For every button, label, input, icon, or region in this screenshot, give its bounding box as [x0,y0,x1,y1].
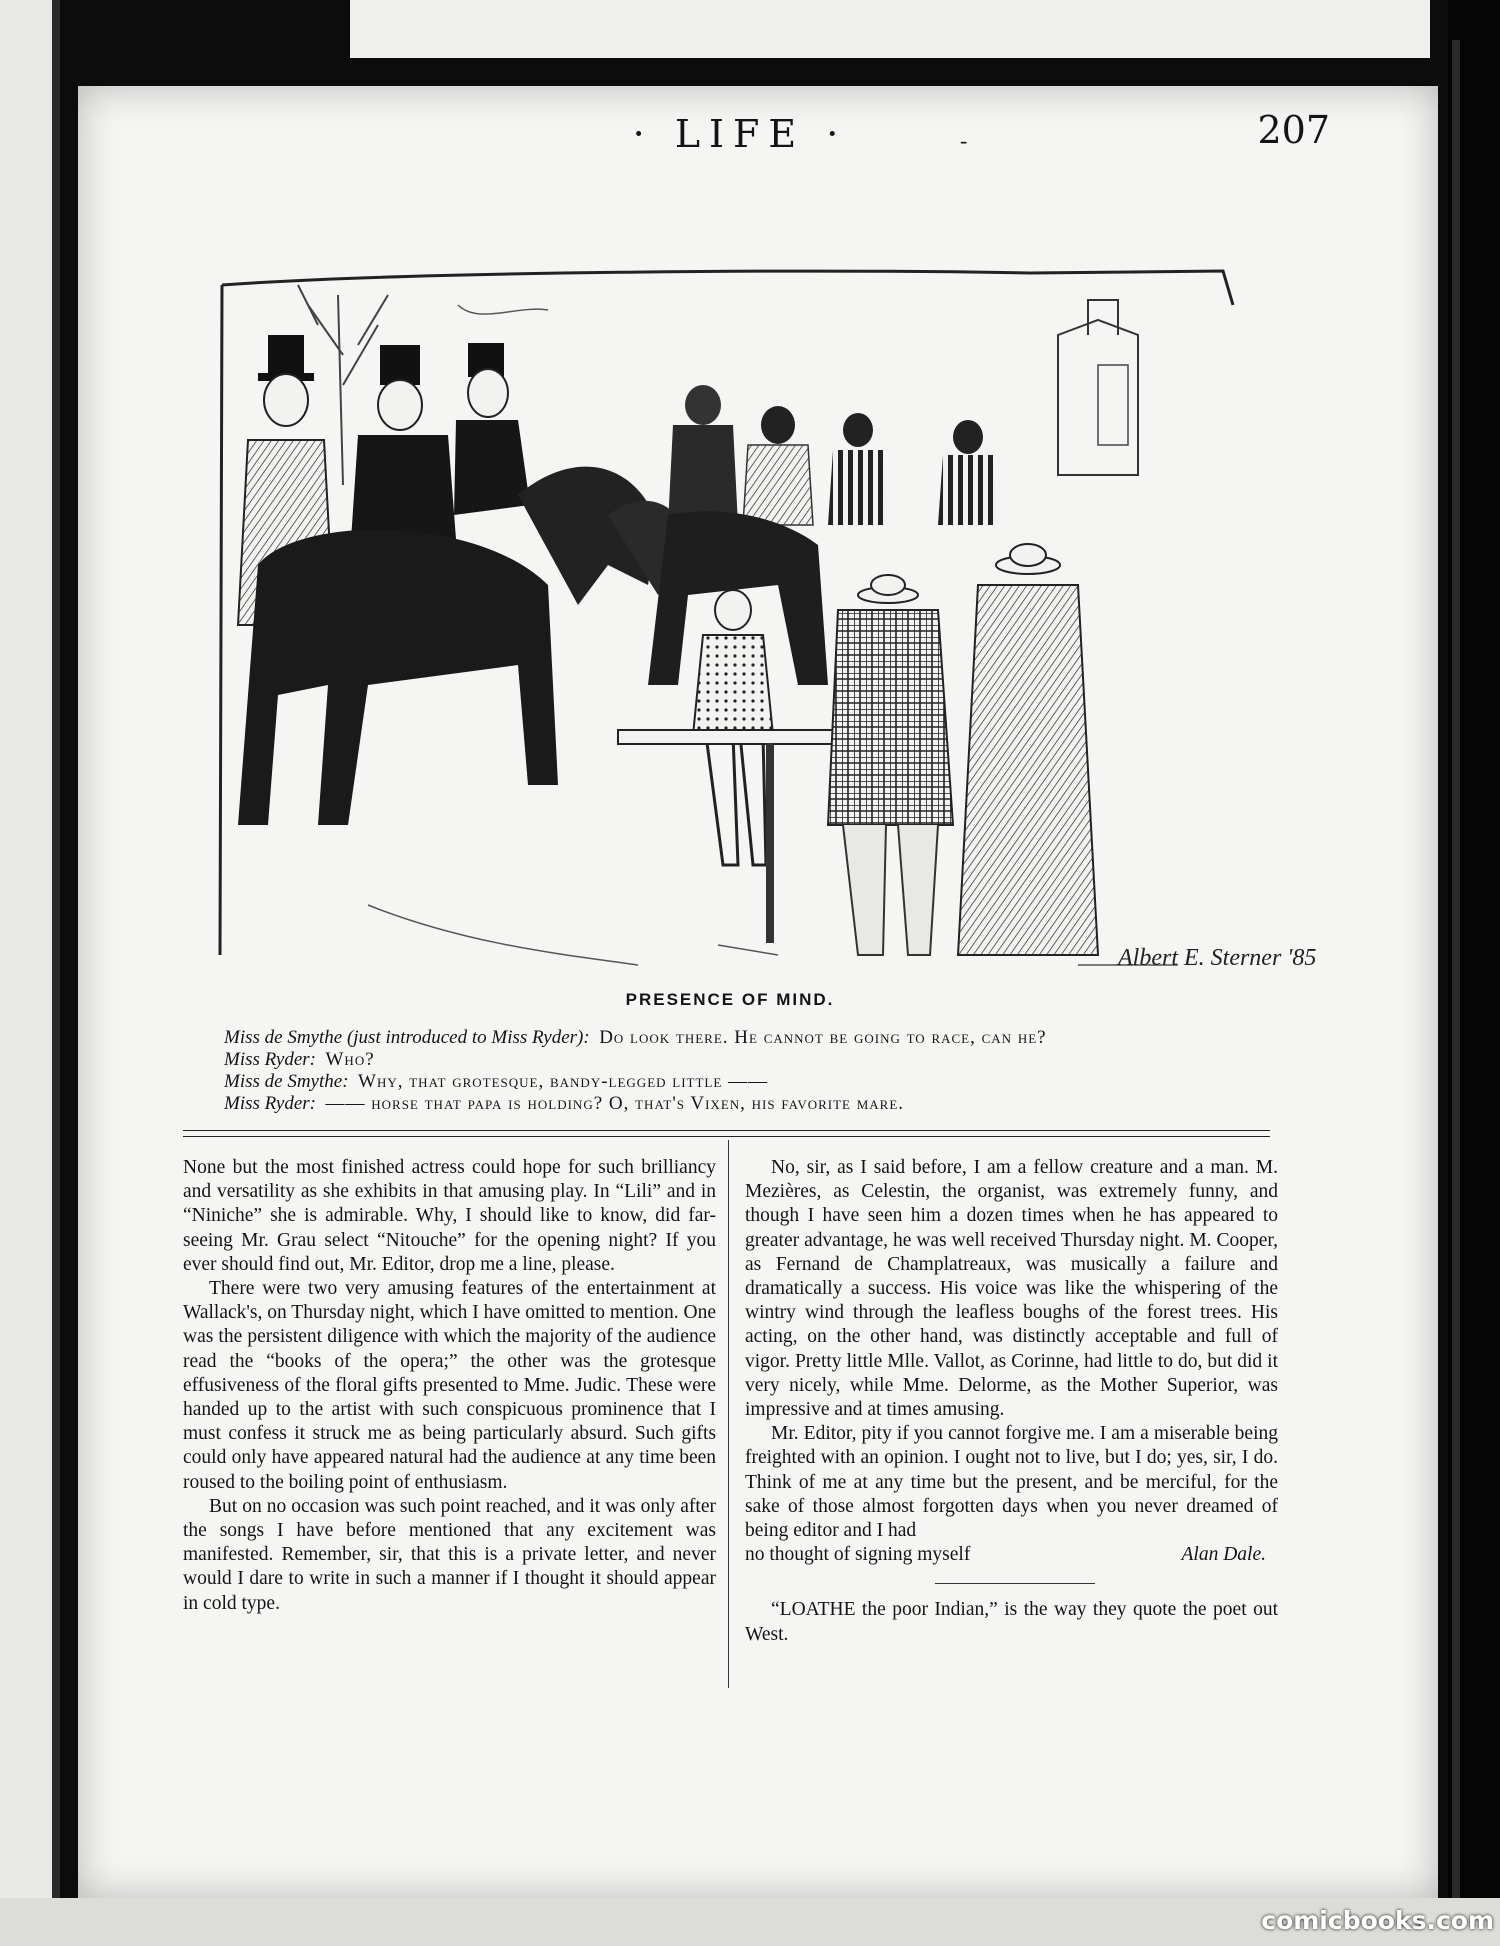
dialogue-speaker: Miss de Smythe (just introduced to Miss Ryder): [224,1027,590,1048]
dialogue-speaker: Miss Ryder: [224,1093,316,1114]
closing-line: no thought of signing myself [745,1544,971,1566]
section-rule [183,1136,1270,1137]
dialogue-speaker: Miss de Smythe: [224,1071,349,1092]
dialogue-speaker: Miss Ryder: [224,1049,316,1070]
dialogue-speech: —— horse that papa is holding? O, that's Vixen, his favorite mare. [325,1093,905,1114]
caption-title: PRESENCE OF MIND. [625,990,835,1009]
left-column [183,1156,716,1616]
caption-dialogue [224,1027,1284,1115]
page-number: 207 [1257,108,1330,152]
dialogue-line [224,1049,1284,1071]
dialogue-line [224,1071,1284,1093]
right-column [745,1156,1278,1647]
masthead-title: · LIFE · [632,112,848,156]
dialogue-speech: Do look there. He cannot be going to race, can he? [599,1027,1047,1048]
article-paragraph: But on no occasion was such point reached, and it was only after the songs I have before mentioned that any excitement was manifested. Remember, sir, that this is a private letter, and never would I dare to write in such a manner if I thought it should appear in cold type. [183,1495,716,1614]
site-watermark: comicbooks.com [1261,1906,1494,1935]
article-paragraph: Mr. Editor, pity if you cannot forgive me. I am a miserable being freighted with an opinion. I ought not to live, but I do; yes, sir, I do. Think of me at any time but the present, and be merciful, for the sake of those almost forgotten days when you never dreamed of being editor and I had [745,1423,1278,1542]
squib-paragraph: “LOATHE the poor Indian,” is the way they quote the poet out West. [745,1599,1278,1645]
signature-row [745,1543,1278,1567]
short-rule [935,1583,1095,1584]
article-paragraph: There were two very amusing features of the entertainment at Wallack's, on Thursday night, which I have omitted to mention. One was the persistent diligence with which the majority of the audience read the “books of the opera;” the other was the grotesque effusiveness of the floral gifts presented to Mme. Judic. These were handed up to the artist with such conspicuous prominence that I must confess it struck me as being particularly absurd. Such gifts could only have appeared natural had the audience at any time been roused to the boiling point of enthusiasm. [183,1278,716,1493]
author-signature: Alan Dale. [1181,1544,1266,1566]
dialogue-speech: Who? [325,1049,375,1070]
right-scan-edge [1448,0,1500,1946]
article-paragraph: No, sir, as I said before, I am a fellow creature and a man. M. Mezières, as Celestin, the organist, was extremely funny, and though I have seen him a dozen times when he has appeared to greater advantage, he was well received Thursday night. M. Cooper, as Fernand de Champlatreaux, was musically a failure and dramatically a success. His voice was like the whispering of the wintry wind through the leafless boughs of the forest trees. His acting, on the other hand, was distinctly acceptable and full of vigor. Pretty little Mlle. Vallot, as Corinne, had little to do, but did it very nicely, while Mme. Delorme, as the Mother Superior, was impressive and at times amusing. [745,1157,1278,1421]
overlapping-sheet-edge [350,0,1430,58]
section-rule [183,1130,1270,1131]
dialogue-speech: Why, that grotesque, bandy-legged little —— [358,1071,769,1092]
dialogue-line [224,1027,1284,1049]
dialogue-line [224,1093,1284,1115]
artist-signature: Albert E. Sterner '85 [1118,945,1317,971]
article-paragraph: None but the most finished actress could hope for such brilliancy and versatility as she exhibits in that amusing play. In “Lili” and in “Niniche” she is admirable. Why, I should like to know, did far-seeing Mr. Grau select “Nitouche” for the opening night? If you ever should find out, Mr. Editor, drop me a line, please. [183,1157,716,1275]
horse-race-paddock-illustration [218,265,1317,1000]
column-divider [728,1140,729,1688]
previous-page-edge [0,0,58,1946]
masthead-dash: - [960,128,968,153]
